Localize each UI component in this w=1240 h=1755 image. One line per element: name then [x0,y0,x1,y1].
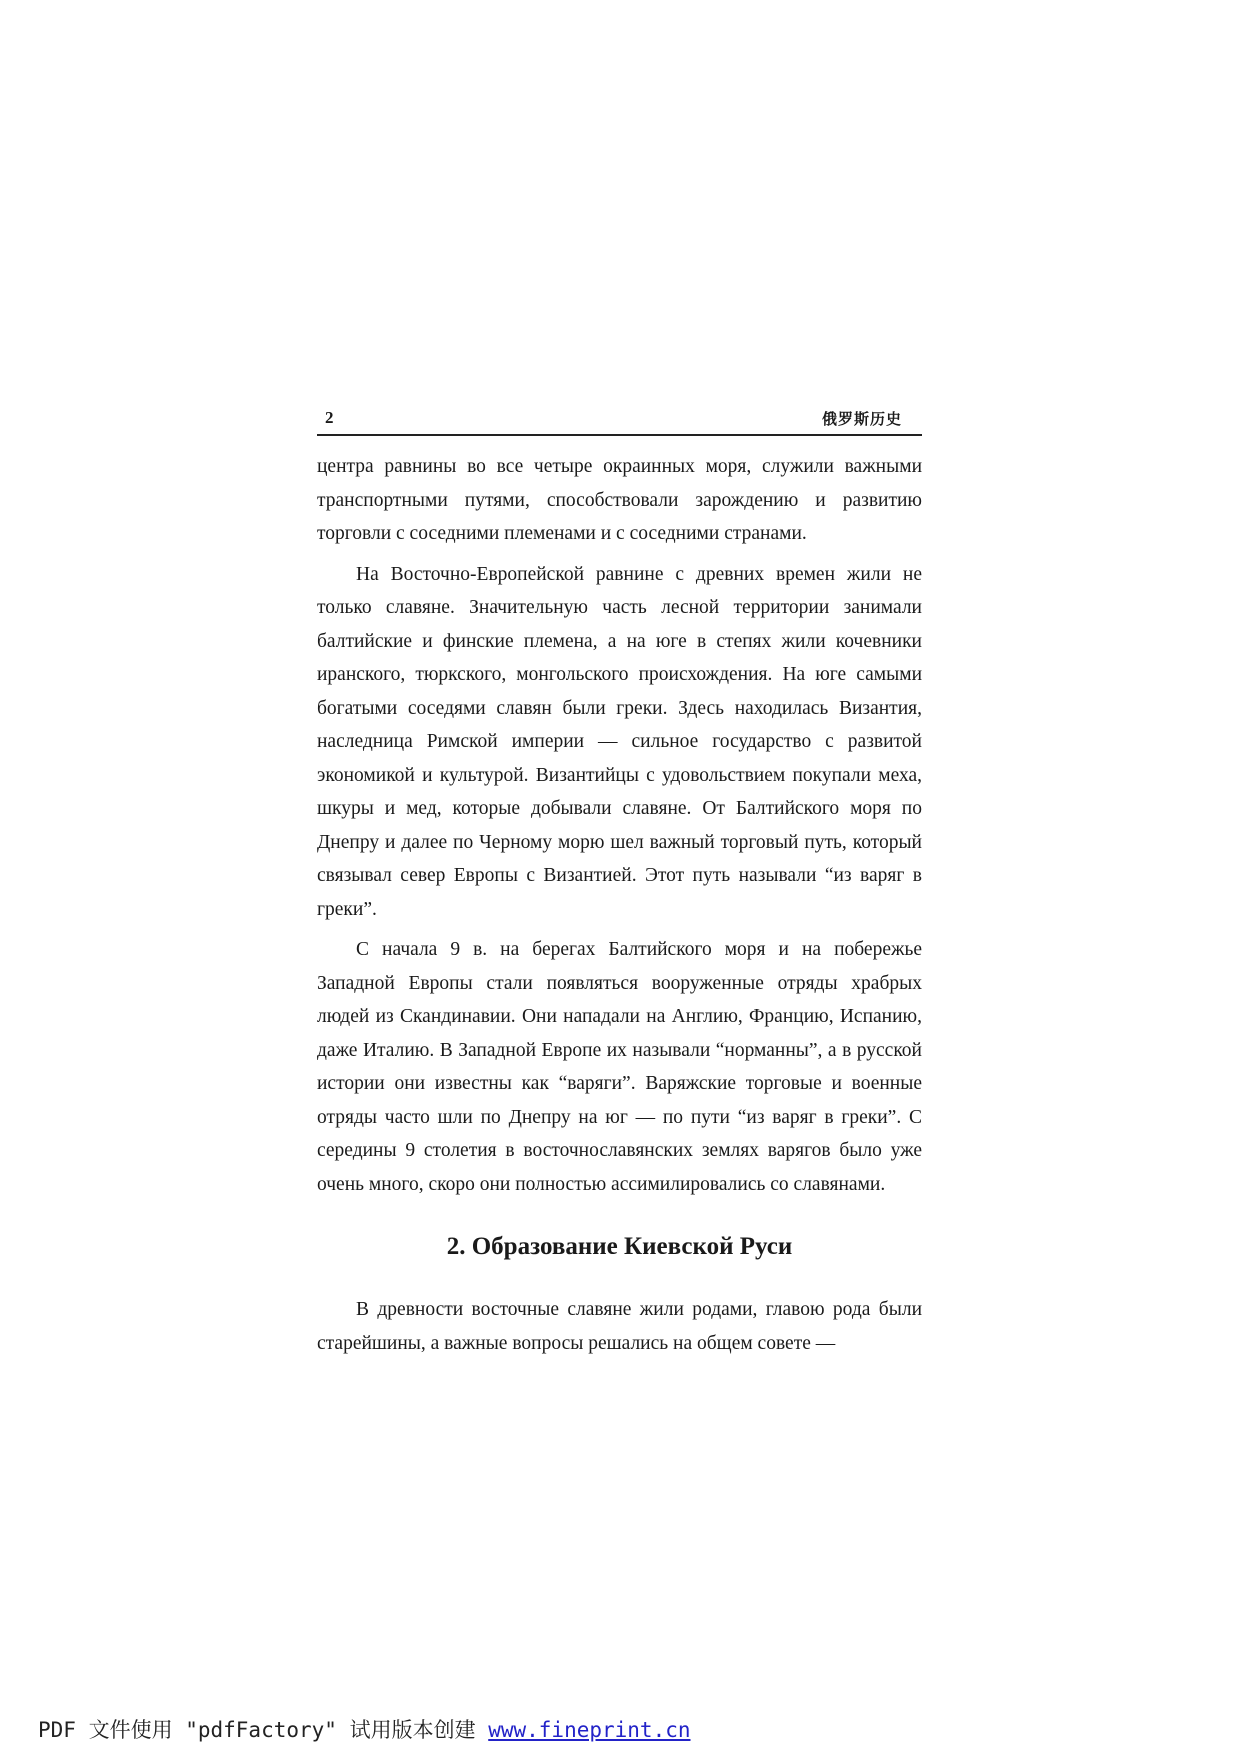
pdf-watermark [38,1714,691,1744]
watermark-link[interactable]: www.fineprint.cn [488,1718,691,1742]
page-number: 2 [325,408,334,427]
page-body [317,450,922,1360]
section-body [317,1293,922,1360]
paragraph: На Восточно-Европейской равнине с древних времен жили не только славяне. Значительную часть лесной территории занимали балтийские и финские племена, а на юге в степях жили кочевники иранского, тюркского, монгольского происхождения. На юге самыми богатыми соседями славян были греки. Здесь находилась Византия, наследница Римской империи — сильное государство с развитой экономикой и культурой. Византийцы с удовольствием покупали меха, шкуры и мед, которые добывали славяне. От Балтийского моря по Днепру и далее по Черному морю шел важный торговый путь, который связывал север Европы с Византией. Этот путь называли “из варяг в греки”. [317,563,922,920]
paragraph: В древности восточные славяне жили родами, главою рода были старейшины, а важные вопросы решались на общем совете — [317,1299,922,1354]
running-head: 俄罗斯历史 [821,410,902,428]
paragraph: С начала 9 в. на берегах Балтийского моря и на побережье Западной Европы стали появляться вооруженные отряды храбрых людей из Скандинавии. Они нападали на Англию, Францию, Испанию, даже Италию. В Западной Европе их называли “норманны”, а в русской истории они известны как “варяги”. Варяжские торговые и военные отряды часто шли по Днепру на юг — по пути “из варяг в греки”. С середины 9 столетия в восточнославянских землях варягов было уже очень много, скоро они полностью ассимилировались со славянами. [317,939,922,1195]
page-header [317,400,922,436]
paragraph-continuation: центра равнины во все четыре окраинных моря, служили важными транспортными путями, способствовали зарождению и развитию торговли с соседними племенами и с соседними странами. [317,456,922,544]
section-heading: 2. Образование Киевской Руси [446,1233,793,1260]
watermark-text: PDF 文件使用 "pdfFactory" 试用版本创建 [38,1718,489,1742]
